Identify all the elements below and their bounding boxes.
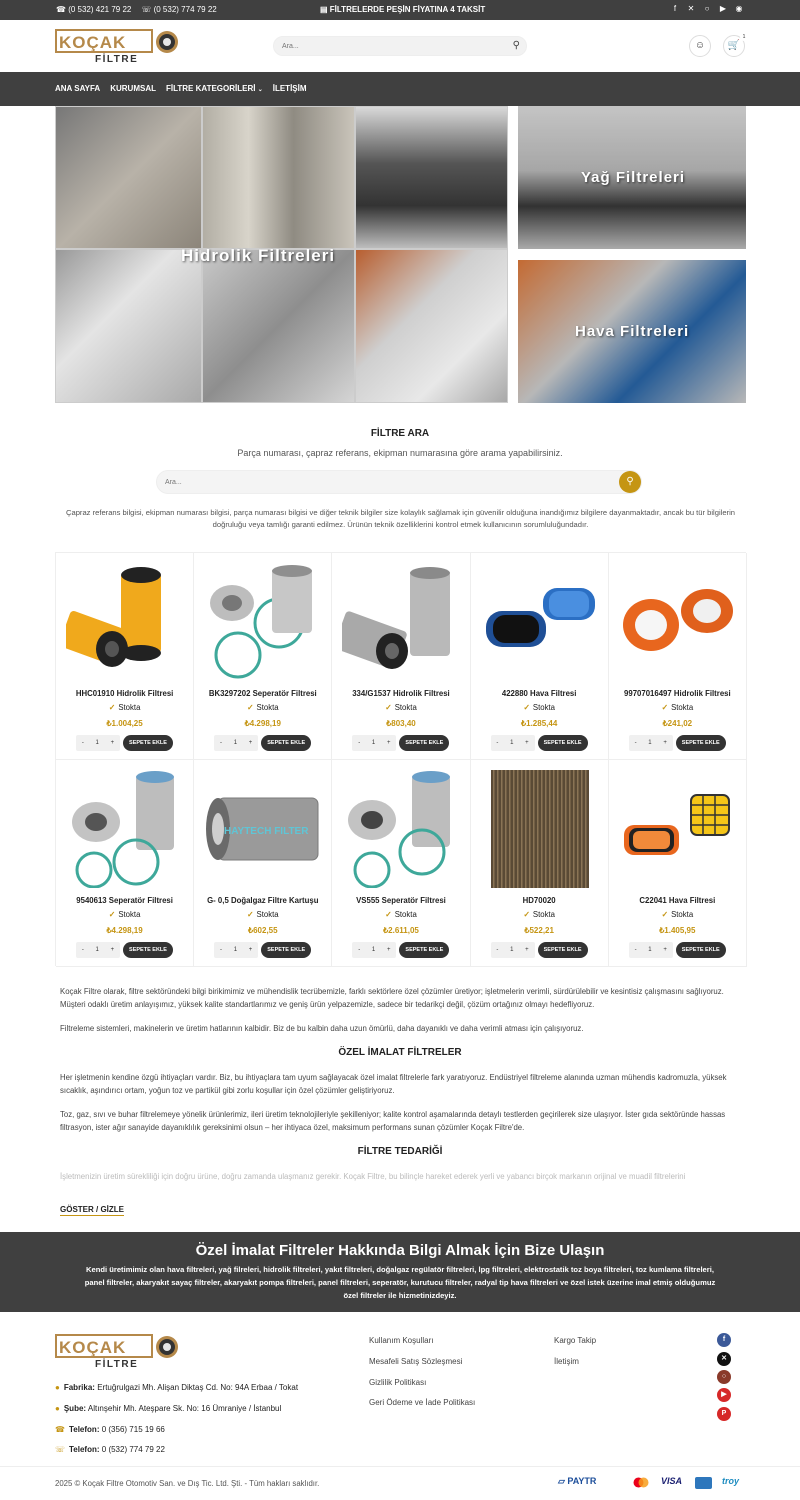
footer-link-terms[interactable]: Kullanım Koşulları xyxy=(369,1336,434,1345)
contact-cta-banner xyxy=(0,1232,800,1312)
qty-plus-button[interactable]: + xyxy=(386,740,391,746)
banner-image-tile xyxy=(55,249,202,403)
about-paragraph-faded: İşletmenizin üretim sürekliliği için doğru ürüne, doğru zamanda ulaşmanız gerekir. Koçak Filtre, bu bilinçle hareket ederek yerli ve yabancı birçok markanın orijinal ve muadil filtrelerini xyxy=(60,1172,686,1181)
product-card[interactable] xyxy=(194,760,332,967)
add-to-cart-button[interactable]: SEPETE EKLE xyxy=(538,942,588,958)
section-heading: FİLTRE TEDARİĞİ xyxy=(357,1146,443,1157)
product-name[interactable]: 334/G1537 Hidrolik Filtresi xyxy=(352,689,450,698)
user-account-button[interactable] xyxy=(689,35,711,57)
product-price: ₺4.298,19 xyxy=(244,719,281,728)
quantity-stepper xyxy=(491,942,535,958)
add-to-cart-button[interactable]: SEPETE EKLE xyxy=(261,735,311,751)
x-icon[interactable]: ✕ xyxy=(717,1352,731,1366)
address-value: Altınşehir Mh. Ateşpare Sk. No: 16 Ümraniye / İstanbul xyxy=(87,1404,282,1413)
hydraulic-filters-banner[interactable] xyxy=(55,106,508,403)
facebook-icon[interactable]: f xyxy=(673,4,677,13)
product-image[interactable] xyxy=(481,770,599,888)
stock-status xyxy=(332,703,469,712)
footer-divider xyxy=(0,1466,800,1467)
product-card[interactable] xyxy=(332,760,470,967)
footer-link-contact[interactable]: İletişim xyxy=(554,1357,579,1366)
product-price: ₺241,02 xyxy=(662,719,693,728)
add-to-cart-button[interactable]: SEPETE EKLE xyxy=(123,942,173,958)
qty-minus-button[interactable]: - xyxy=(220,740,223,746)
check-icon: ✓ xyxy=(523,910,530,919)
qty-value[interactable]: 1 xyxy=(371,947,376,953)
location-pin-icon: ● xyxy=(55,1383,60,1392)
stock-label: Stokta xyxy=(118,910,141,919)
logo-text-bottom: FİLTRE xyxy=(95,54,139,65)
stock-label: Stokta xyxy=(118,703,141,712)
add-to-cart-button[interactable]: SEPETE EKLE xyxy=(399,942,449,958)
mobile-line[interactable] xyxy=(55,1445,165,1454)
qty-minus-button[interactable]: - xyxy=(81,947,84,953)
product-price: ₺602,55 xyxy=(248,926,278,935)
qty-plus-button[interactable]: + xyxy=(248,947,253,953)
stock-status xyxy=(56,703,193,712)
add-to-cart-button[interactable]: SEPETE EKLE xyxy=(399,735,449,751)
stock-label: Stokta xyxy=(532,910,555,919)
product-image[interactable] xyxy=(619,563,737,681)
product-price: ₺522,21 xyxy=(524,926,554,935)
check-icon: ✓ xyxy=(661,703,669,712)
footer-link-refund[interactable]: Geri Ödeme ve İade Politikası xyxy=(369,1398,476,1407)
youtube-icon[interactable]: ▶ xyxy=(717,1388,731,1402)
cart-icon: 🛒 xyxy=(727,40,741,51)
youtube-icon[interactable]: ▶ xyxy=(719,4,727,13)
stock-status xyxy=(609,703,746,712)
qty-plus-button[interactable]: + xyxy=(663,740,667,746)
product-name[interactable]: G- 0,5 Doğalgaz Filtre Kartuşu xyxy=(207,896,319,905)
product-name[interactable]: 99707016497 Hidrolik Filtresi xyxy=(624,689,731,698)
qty-plus-button[interactable]: + xyxy=(248,740,253,746)
header-search xyxy=(273,36,527,56)
brand-text: HAYTECH FILTER xyxy=(224,826,309,837)
add-to-cart-button[interactable]: SEPETE EKLE xyxy=(676,942,726,958)
quantity-stepper xyxy=(629,735,673,751)
qty-plus-button[interactable]: + xyxy=(525,947,529,953)
add-to-cart-button[interactable]: SEPETE EKLE xyxy=(123,735,173,751)
nav-corporate[interactable]: KURUMSAL xyxy=(110,84,156,93)
check-icon: ✓ xyxy=(661,910,669,919)
add-to-cart-button[interactable]: SEPETE EKLE xyxy=(676,735,726,751)
about-paragraph: Filtreleme sistemleri, makinelerin ve üretim hatlarının kalbidir. Biz de bu kalbin daha uzun ömürlü, daha dayanıklı ve daha verimli atması için çalışıyoruz. xyxy=(60,1024,584,1033)
filter-search-subtitle: Parça numarası, çapraz referans, ekipman numarasına göre arama yapabilirsiniz. xyxy=(237,448,563,458)
stock-label: Stokta xyxy=(394,910,417,919)
address-factory xyxy=(55,1383,298,1392)
banner-image-tile xyxy=(202,249,355,403)
site-logo[interactable] xyxy=(55,27,185,65)
stock-status xyxy=(332,910,469,919)
qty-value[interactable]: 1 xyxy=(233,740,238,746)
quantity-stepper xyxy=(629,942,673,958)
stock-status xyxy=(609,910,746,919)
quantity-stepper xyxy=(214,735,258,751)
main-nav xyxy=(0,72,800,106)
product-name[interactable]: HD70020 xyxy=(522,896,556,905)
address-label: Fabrika: xyxy=(63,1383,95,1392)
oil-banner-title: Yağ Filtreleri xyxy=(581,169,686,186)
product-card[interactable] xyxy=(471,553,609,760)
phone-1-text: (0 532) 421 79 22 xyxy=(68,5,132,14)
check-icon: ✓ xyxy=(246,703,254,712)
product-price: ₺2.611,05 xyxy=(383,926,419,935)
paytr-label: PAYTR xyxy=(567,1476,597,1486)
search-icon: ⚲ xyxy=(626,476,634,487)
phone-2-text: (0 532) 774 79 22 xyxy=(153,5,217,14)
filter-search-button[interactable] xyxy=(619,471,641,493)
nav-contact[interactable]: İLETİŞİM xyxy=(272,84,307,93)
cart-count-badge: 1 xyxy=(740,33,748,41)
banner-image-tile xyxy=(355,249,508,403)
visa-logo: VISA xyxy=(661,1476,683,1486)
chevron-down-icon: ⌄ xyxy=(257,87,263,93)
about-section xyxy=(60,985,740,1193)
address-branch xyxy=(55,1404,281,1413)
filter-search-box xyxy=(156,470,642,494)
phone-icon: ☎ xyxy=(55,1425,65,1434)
qty-minus-button[interactable]: - xyxy=(81,740,84,746)
cta-title: Özel İmalat Filtreler Hakkında Bilgi Almak İçin Bize Ulaşın xyxy=(195,1242,605,1259)
check-icon: ✓ xyxy=(108,910,116,919)
top-bar xyxy=(0,0,800,20)
product-name[interactable]: BK3297202 Seperatör Filtresi xyxy=(208,689,317,698)
product-image[interactable] xyxy=(66,770,184,888)
quantity-stepper xyxy=(352,942,396,958)
product-name[interactable]: 9540613 Seperatör Filtresi xyxy=(76,896,173,905)
air-filters-banner[interactable] xyxy=(518,260,746,403)
phone-line[interactable] xyxy=(55,1425,165,1434)
add-to-cart-button[interactable]: SEPETE EKLE xyxy=(538,735,588,751)
banner-image-tile xyxy=(55,106,202,249)
address-label: Şube: xyxy=(63,1404,87,1413)
show-hide-toggle[interactable]: GÖSTER / GİZLE xyxy=(60,1205,125,1214)
troy-logo: troy xyxy=(722,1476,740,1486)
promo-text: ▤ FİLTRELERDE PEŞİN FİYATINA 4 TAKSİT xyxy=(320,5,486,14)
qty-minus-button[interactable]: - xyxy=(634,740,637,746)
product-image[interactable] xyxy=(66,563,184,681)
product-name[interactable]: 422880 Hava Filtresi xyxy=(501,689,577,698)
footer-logo[interactable] xyxy=(55,1332,185,1370)
quantity-stepper xyxy=(491,735,535,751)
nav-filter-categories-label: FİLTRE KATEGORİLERİ xyxy=(165,84,256,93)
filter-search-input[interactable] xyxy=(165,471,605,493)
banner-image-tile xyxy=(202,106,355,249)
stock-label: Stokta xyxy=(532,703,555,712)
product-card[interactable] xyxy=(332,553,470,760)
stock-label: Stokta xyxy=(256,910,279,919)
qty-plus-button[interactable]: + xyxy=(525,740,529,746)
logo-text-top: KOÇAK xyxy=(59,33,127,52)
product-image[interactable] xyxy=(342,563,460,681)
nav-home[interactable]: ANA SAYFA xyxy=(55,84,101,93)
qty-minus-button[interactable]: - xyxy=(496,947,499,953)
stock-status xyxy=(471,703,608,712)
product-name[interactable]: HHC01910 Hidrolik Filtresi xyxy=(75,689,174,698)
qty-value[interactable]: 1 xyxy=(648,947,652,953)
product-price: ₺4.298,19 xyxy=(106,926,143,935)
stock-label: Stokta xyxy=(671,910,694,919)
site-header xyxy=(0,20,800,72)
stock-status xyxy=(56,910,193,919)
stock-label: Stokta xyxy=(394,703,417,712)
stock-status xyxy=(471,910,608,919)
pinterest-icon[interactable]: ◉ xyxy=(735,4,743,13)
section-heading: ÖZEL İMALAT FİLTRELER xyxy=(338,1047,462,1058)
qty-value[interactable]: 1 xyxy=(510,947,514,953)
stock-status xyxy=(194,703,331,712)
banner-image-tile xyxy=(355,106,508,249)
product-image[interactable] xyxy=(204,770,322,888)
phone-1[interactable]: ☎ (0 532) 421 79 22 xyxy=(56,5,132,14)
stock-label: Stokta xyxy=(256,703,279,712)
quantity-stepper xyxy=(214,942,258,958)
product-card[interactable] xyxy=(194,553,332,760)
paytr-logo: ▱ PAYTR xyxy=(558,1476,597,1486)
check-icon: ✓ xyxy=(246,910,254,919)
location-pin-icon: ● xyxy=(55,1404,60,1413)
disclaimer-text: Çapraz referans bilgisi, ekipman numarası bilgisi, parça numarası bilgisi ve diğer teknik bilgiler size kolaylık sağlamak için güvenilir olduğuna inandığımız bilgilere dayanmaktadır, ancak bu tür bilgilerin doğruluğu veya tamlığı garanti edilmez. Ürünün teknik özelliklerini kontrol etmek kullanıcının sorumluluğundadır. xyxy=(66,508,735,529)
product-grid xyxy=(55,552,746,966)
pinterest-icon[interactable]: P xyxy=(717,1407,731,1421)
qty-value[interactable]: 1 xyxy=(233,947,238,953)
qty-value[interactable]: 1 xyxy=(371,740,376,746)
logo-text-bottom: FİLTRE xyxy=(95,1359,139,1370)
product-image[interactable] xyxy=(204,563,322,681)
phone-value: 0 (532) 774 79 22 xyxy=(101,1445,165,1454)
air-banner-title: Hava Filtreleri xyxy=(575,323,690,340)
cta-text: Kendi üretimimiz olan hava filtreleri, yağ filreleri, hidrolik filtreleri, yakıt filtreleri, doğalgaz regülatör filtreleri, lpg filtreleri, elektrostatik toz boya filtreleri, toz kumlama filtreleri, panel filtreler, akaryakıt sayaç filtreler, akaryakıt pompa filtreleri, panel filtreleri, seperatör, kurutucu filtreler, radyal tip hava filtreleri ve özel istek üzerine imal etmiş olduğumuz özel filtreler ile hizmetinizdeyiz. xyxy=(84,1265,716,1300)
instagram-icon[interactable]: ○ xyxy=(704,4,710,13)
qty-minus-button[interactable]: - xyxy=(220,947,223,953)
product-name[interactable]: C22041 Hava Filtresi xyxy=(639,896,716,905)
product-image[interactable] xyxy=(342,770,460,888)
footer-link-privacy[interactable]: Gizlilik Politikası xyxy=(369,1378,427,1387)
product-price: ₺803,40 xyxy=(386,719,416,728)
add-to-cart-button[interactable]: SEPETE EKLE xyxy=(261,942,311,958)
logo-text-top: KOÇAK xyxy=(59,1338,127,1357)
stock-label: Stokta xyxy=(671,703,694,712)
qty-minus-button[interactable]: - xyxy=(358,740,361,746)
banner-area xyxy=(55,106,746,403)
hydraulic-banner-title: Hidrolik Filtreleri xyxy=(181,246,336,265)
qty-plus-button[interactable]: + xyxy=(386,947,391,953)
user-icon: ☺ xyxy=(694,40,706,51)
promo-label: FİLTRELERDE PEŞİN FİYATINA 4 TAKSİT xyxy=(329,5,486,14)
qty-value[interactable]: 1 xyxy=(95,947,99,953)
check-icon: ✓ xyxy=(108,703,116,712)
footer-link-distance-sales[interactable]: Mesafeli Satış Sözleşmesi xyxy=(369,1357,463,1366)
product-card[interactable] xyxy=(56,553,194,760)
phone-label: Telefon: xyxy=(69,1445,100,1454)
phone-label: Telefon: xyxy=(68,1425,100,1434)
qty-plus-button[interactable]: + xyxy=(663,947,667,953)
product-price: ₺1.004,25 xyxy=(106,719,143,728)
copyright-text: 2025 © Koçak Filtre Otomotiv San. ve Dış Tic. Ltd. Şti. - Tüm hakları saklıdır. xyxy=(55,1479,320,1488)
check-icon: ✓ xyxy=(385,703,392,712)
facebook-icon[interactable]: f xyxy=(717,1333,731,1347)
instagram-icon[interactable]: ○ xyxy=(717,1370,731,1384)
top-socials xyxy=(670,4,744,14)
product-card[interactable] xyxy=(609,553,747,760)
mastercard-logo xyxy=(633,1477,649,1488)
phone-2[interactable]: ☏ (0 532) 774 79 22 xyxy=(141,5,217,14)
product-name[interactable]: VS555 Seperatör Filtresi xyxy=(356,896,446,905)
about-paragraph: Koçak Filtre olarak, filtre sektöründeki bilgi birikimimiz ve mühendislik tecrübemizle, farklı sektörlere özel çözümler üretiyor; işletmelerin verimli, sürdürülebilir ve kesintisiz çalışmasını sağlıyoruz. Müşteri odaklı üretim anlayışımız, yüksek kalite standartlarımız ve geniş ürün yelpazemizle, sadece bir tedarikçi değil, çözüm ortağınız olmayı hedefliyoruz. xyxy=(60,987,724,1009)
qty-value[interactable]: 1 xyxy=(95,740,99,746)
address-value: Ertuğrulgazi Mh. Alişan Diktaş Cd. No: 94A Erbaa / Tokat xyxy=(97,1383,299,1392)
phone-value: 0 (356) 715 19 66 xyxy=(101,1425,165,1434)
mobile-icon: ☏ xyxy=(55,1445,66,1454)
quantity-stepper xyxy=(352,735,396,751)
qty-minus-button[interactable]: - xyxy=(496,740,499,746)
product-image[interactable] xyxy=(481,563,599,681)
product-card[interactable] xyxy=(471,760,609,967)
product-price: ₺1.405,95 xyxy=(659,926,696,935)
product-card[interactable] xyxy=(56,760,194,967)
qty-value[interactable]: 1 xyxy=(648,740,652,746)
footer-link-cargo-tracking[interactable]: Kargo Takip xyxy=(554,1336,597,1345)
about-paragraph: Toz, gaz, sıvı ve buhar filtrelemeye yönelik ürünlerimiz, ileri üretim teknolojileriyle şekilleniyor; kalite kontrol aşamalarında detaylı testlerden geçirilerek size ulaşıyor. İster gıda sektöründe hassas filtrasyon, ister ağır sanayide dayanıklılık gereksinimi olsun – her ihtiyaca özel, maksimum performans sunan çözümler Koçak Filtre'de. xyxy=(60,1110,726,1132)
qty-minus-button[interactable]: - xyxy=(358,947,361,953)
filter-search-title: FİLTRE ARA xyxy=(370,428,430,439)
quantity-stepper xyxy=(76,942,120,958)
check-icon: ✓ xyxy=(523,703,530,712)
top-phones xyxy=(56,5,217,14)
qty-value[interactable]: 1 xyxy=(510,740,514,746)
nav-filter-categories[interactable] xyxy=(166,84,263,93)
product-card[interactable] xyxy=(609,760,747,967)
quantity-stepper xyxy=(76,735,120,751)
oil-filters-banner[interactable] xyxy=(518,106,746,249)
check-icon: ✓ xyxy=(385,910,392,919)
product-price: ₺1.285,44 xyxy=(521,719,558,728)
qty-plus-button[interactable]: + xyxy=(110,740,115,746)
x-icon[interactable]: ✕ xyxy=(687,4,695,13)
qty-plus-button[interactable]: + xyxy=(110,947,115,953)
product-image[interactable] xyxy=(619,770,737,888)
search-icon[interactable]: ⚲ xyxy=(512,40,520,51)
stock-status xyxy=(194,910,331,919)
amex-logo xyxy=(695,1477,712,1489)
about-paragraph: Her işletmenin kendine özgü ihtiyaçları vardır. Biz, bu ihtiyaçlara tam uyum sağlayacak özel imalat filtrelerle fark yaratıyoruz. Endüstriyel filtreleme alanında uzman mühendis kadromuzla, yüksek sıcaklık, aşındırıcı ortam, yoğun toz ve partikül gibi zorlu koşullar için özel çözümler geliştiriyoruz. xyxy=(60,1073,727,1095)
qty-minus-button[interactable]: - xyxy=(634,947,637,953)
header-search-input[interactable] xyxy=(282,37,502,55)
